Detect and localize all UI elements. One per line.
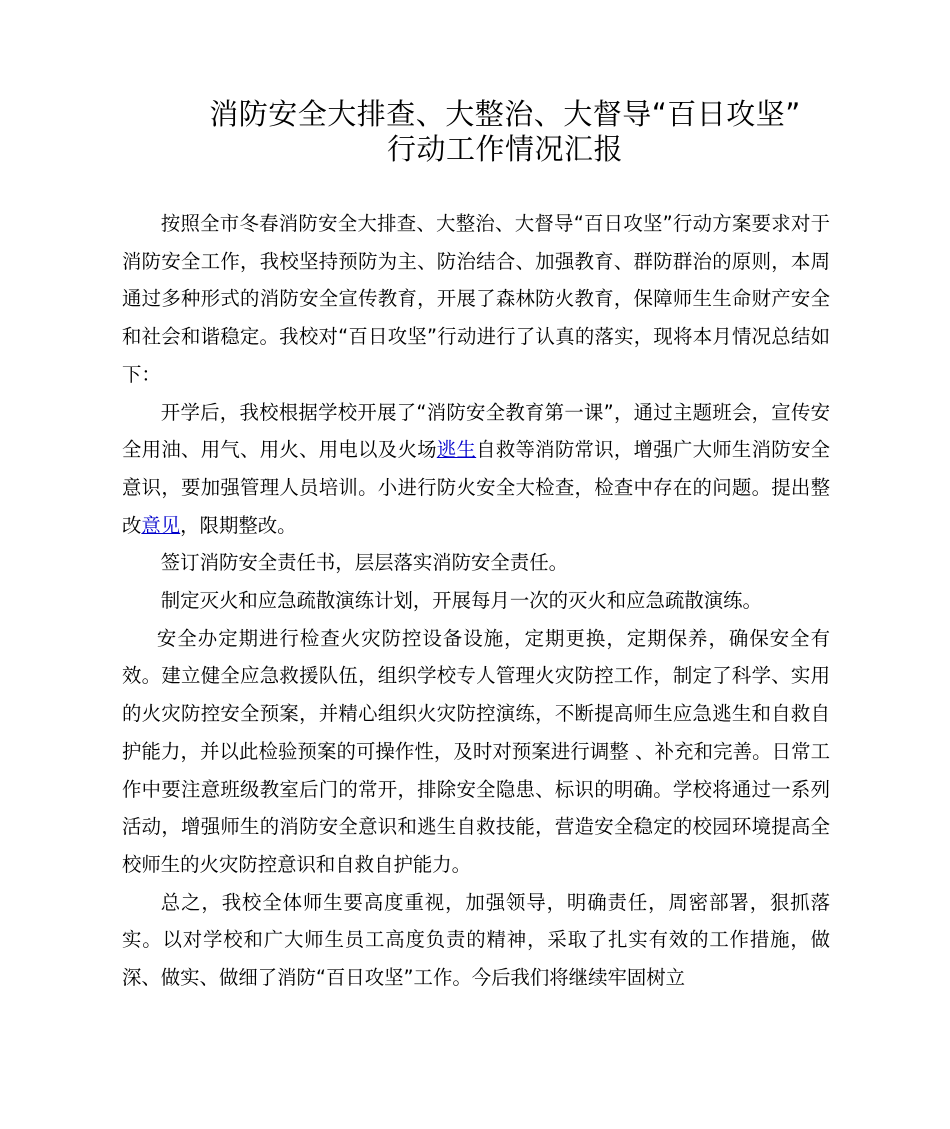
- paragraph-text: 自救等消防常识，增强广大师生消防安全意识，要加强管理人员培训。小进行防火安全大检查，检查中存在的问题。提出整改: [122, 438, 831, 537]
- escape-link[interactable]: 逃生: [436, 438, 477, 462]
- paragraph-intro: 按照全市冬春消防安全大排查、大整治、大督导“百日攻坚”行动方案要求对于消防安全工作，我校坚持预防为主、防治结合、加强教育、群防群治的原则，本周通过多种形式的消防安全宣传教育，开展了森林防火教育，保障师生生命财产安全和社会和谐稳定。我校对“百日攻坚”行动进行了认真的落实，现将本月情况总结如下：: [122, 212, 830, 386]
- document-title-line-1: 消防安全大排查、大整治、大督导“百日攻坚”: [209, 97, 801, 131]
- document-title-line-2: 行动工作情况汇报: [386, 132, 623, 166]
- paragraph-conclusion: 总之，我校全体师生要高度重视，加强领导，明确责任，周密部署，狠抓落实。以对学校和广大师生员工高度负责的精神，采取了扎实有效的工作措施，做深、做实、做细了消防“百日攻坚”工作。今后我们将继续牢固树立: [122, 890, 830, 990]
- paragraph-safety-office: 安全办定期进行检查火灾防控设备设施，定期更换，定期保养，确保安全有效。建立健全应急救援队伍，组织学校专人管理火灾防控工作，制定了科学、实用的火灾防控安全预案，并精心组织火灾防控演练，不断提高师生应急逃生和自救自护能力，并以此检验预案的可操作性，及时对预案进行调整 、补充和完善。日常工作中要注意班级教室后门的常开，排除安全隐患、标识的明确。学校将通过一系列活动，增强师生的消防安全意识和逃生自救技能，营造安全稳定的校园环境提高全校师生的火灾防控意识和自救自护能力。: [122, 626, 830, 876]
- document-body: [122, 205, 830, 997]
- paragraph-text: ，限期整改。: [180, 513, 297, 537]
- paragraph-drill-plan: 制定灭火和应急疏散演练计划，开展每月一次的灭火和应急疏散演练。: [160, 589, 762, 613]
- opinion-link[interactable]: 意见: [141, 513, 181, 537]
- paragraph-responsibility: 签订消防安全责任书，层层落实消防安全责任。: [160, 551, 568, 575]
- paragraph-text: 开学后，我校根据学校开展了“消防安全教育第一课”，通过主题班会，宣传安全用油、用气、用火、用电以及火场: [122, 400, 830, 462]
- paragraph-school-start: [122, 394, 830, 545]
